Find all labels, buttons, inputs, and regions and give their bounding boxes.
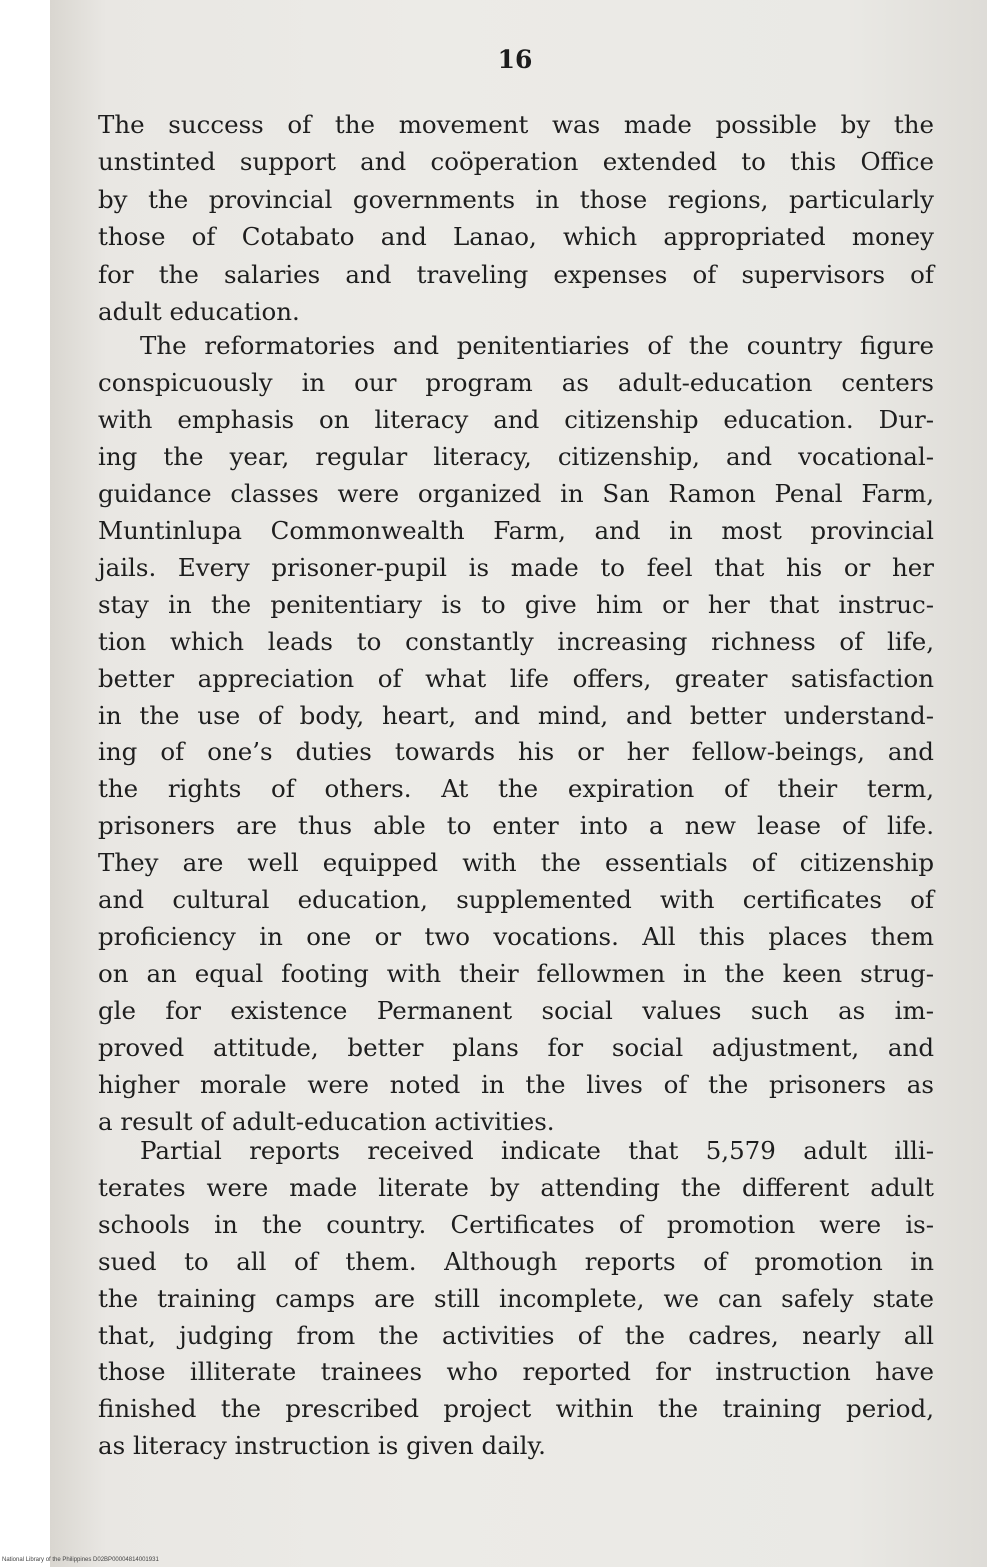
text-line: that, judging from the activities of the cadres, nearly all bbox=[98, 1321, 934, 1350]
text-line: better appreciation of what life offers, greater satisfaction bbox=[98, 664, 934, 693]
text-line: The success of the movement was made possible by the bbox=[98, 110, 934, 139]
text-line: for the salaries and traveling expenses of supervisors of bbox=[98, 260, 934, 289]
text-line: proved attitude, better plans for social adjustment, and bbox=[98, 1033, 934, 1062]
text-line: proficiency in one or two vocations. All this places them bbox=[98, 922, 934, 951]
text-line: a result of adult-education activities. bbox=[98, 1107, 555, 1136]
text-line: Muntinlupa Commonwealth Farm, and in most provincial bbox=[98, 516, 934, 545]
text-line: tion which leads to constantly increasing richness of life, bbox=[98, 627, 934, 656]
text-line: on an equal footing with their fellowmen in the keen strug- bbox=[98, 959, 934, 988]
text-line: They are well equipped with the essentials of citizenship bbox=[98, 848, 934, 877]
text-line: terates were made literate by attending the different adult bbox=[98, 1173, 934, 1202]
text-line: with emphasis on literacy and citizenship education. Dur- bbox=[98, 405, 934, 434]
text-line: prisoners are thus able to enter into a new lease of life. bbox=[98, 811, 934, 840]
text-line: those illiterate trainees who reported for instruction have bbox=[98, 1357, 934, 1386]
text-line: schools in the country. Certificates of promotion were is- bbox=[98, 1210, 934, 1239]
page-number: 16 bbox=[497, 45, 533, 74]
text-line: ing the year, regular literacy, citizenship, and vocational- bbox=[98, 442, 934, 471]
text-line: gle for existence Permanent social values such as im- bbox=[98, 996, 934, 1025]
text-line: by the provincial governments in those regions, particularly bbox=[98, 185, 934, 214]
text-line: Partial reports received indicate that 5,579 adult illi- bbox=[140, 1136, 934, 1165]
text-line: finished the prescribed project within the training period, bbox=[98, 1394, 934, 1423]
text-line: higher morale were noted in the lives of the prisoners as bbox=[98, 1070, 934, 1099]
text-line: and cultural education, supplemented with certificates of bbox=[98, 885, 934, 914]
text-line: those of Cotabato and Lanao, which appropriated money bbox=[98, 222, 934, 251]
archive-footer-label: National Library of the Philippines D02BP00004814001931 bbox=[2, 1557, 159, 1563]
text-line: adult education. bbox=[98, 297, 300, 326]
text-line: sued to all of them. Although reports of promotion in bbox=[98, 1247, 934, 1276]
text-line: unstinted support and coöperation extended to this Office bbox=[98, 147, 934, 176]
text-line: jails. Every prisoner-pupil is made to feel that his or her bbox=[98, 553, 934, 582]
text-line: guidance classes were organized in San Ramon Penal Farm, bbox=[98, 479, 934, 508]
text-line: in the use of body, heart, and mind, and better understand- bbox=[98, 701, 934, 730]
text-line: ing of one’s duties towards his or her fellow-beings, and bbox=[98, 737, 934, 766]
text-line: stay in the penitentiary is to give him or her that instruc- bbox=[98, 590, 934, 619]
text-line: the rights of others. At the expiration of their term, bbox=[98, 774, 934, 803]
text-line: the training camps are still incomplete, we can safely state bbox=[98, 1284, 934, 1313]
scan-margin bbox=[0, 0, 50, 1567]
text-line: as literacy instruction is given daily. bbox=[98, 1431, 546, 1460]
text-line: The reformatories and penitentiaries of the country figure bbox=[140, 331, 934, 360]
text-line: conspicuously in our program as adult-education centers bbox=[98, 368, 934, 397]
